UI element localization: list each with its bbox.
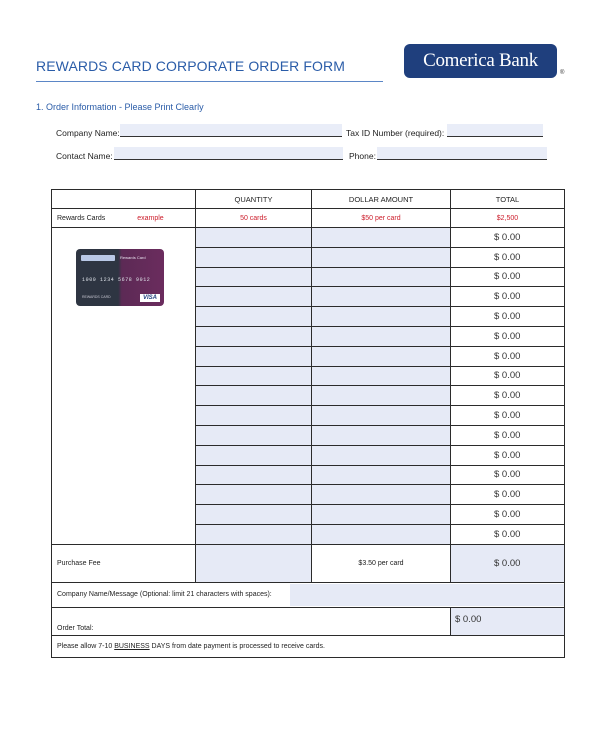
total-cell: $ 0.00 xyxy=(451,386,565,406)
card-small-text: REWARDS CARD xyxy=(82,295,111,299)
rewards-cards-cell xyxy=(52,209,196,228)
dollar-amount-cell[interactable] xyxy=(312,485,451,505)
quantity-cell[interactable] xyxy=(196,346,312,366)
purchase-fee-total[interactable]: $ 0.00 xyxy=(451,544,565,582)
quantity-cell[interactable] xyxy=(196,267,312,287)
footnote-cell xyxy=(52,635,565,657)
quantity-cell[interactable] xyxy=(196,307,312,327)
quantity-cell[interactable] xyxy=(196,406,312,426)
form-title: REWARDS CARD CORPORATE ORDER FORM xyxy=(36,58,345,74)
total-cell: $ 0.00 xyxy=(451,505,565,525)
company-name-field[interactable] xyxy=(120,124,342,137)
total-cell: $ 0.00 xyxy=(451,406,565,426)
phone-field[interactable] xyxy=(377,147,547,160)
dollar-amount-cell[interactable] xyxy=(312,524,451,544)
dollar-amount-header: DOLLAR AMOUNT xyxy=(312,190,451,209)
contact-name-field[interactable] xyxy=(114,147,343,160)
dollar-amount-cell[interactable] xyxy=(312,346,451,366)
rewards-card-image xyxy=(76,249,164,306)
total-cell: $ 0.00 xyxy=(451,346,565,366)
footnote-business: BUSINESS xyxy=(114,642,150,650)
quantity-cell[interactable] xyxy=(196,228,312,248)
purchase-fee-quantity[interactable] xyxy=(196,544,312,582)
company-name-label: Company Name: xyxy=(56,128,120,138)
example-row xyxy=(52,209,565,228)
total-cell: $ 0.00 xyxy=(451,485,565,505)
purchase-fee-row xyxy=(52,544,565,582)
table-row xyxy=(52,228,565,248)
purchase-fee-amount: $3.50 per card xyxy=(312,544,451,582)
total-cell: $ 0.00 xyxy=(451,267,565,287)
dollar-amount-cell[interactable] xyxy=(312,465,451,485)
dollar-amount-cell[interactable] xyxy=(312,326,451,346)
dollar-amount-cell[interactable] xyxy=(312,366,451,386)
quantity-cell[interactable] xyxy=(196,366,312,386)
footnote-text: Please allow 7-10 xyxy=(57,642,115,650)
message-label: Company Name/Message (Optional: limit 21 characters with spaces): xyxy=(57,591,272,599)
total-cell: $ 0.00 xyxy=(451,366,565,386)
example-total: $2,500 xyxy=(451,209,565,228)
card-bank-logo xyxy=(81,255,115,261)
quantity-cell[interactable] xyxy=(196,247,312,267)
tax-id-label: Tax ID Number (required): xyxy=(346,128,445,138)
registered-mark: ® xyxy=(560,70,565,76)
dollar-amount-cell[interactable] xyxy=(312,247,451,267)
order-total-value[interactable]: $ 0.00 xyxy=(451,607,565,635)
purchase-fee-label: Purchase Fee xyxy=(52,544,196,582)
quantity-cell[interactable] xyxy=(196,287,312,307)
message-cell xyxy=(52,582,565,607)
footnote-row xyxy=(52,635,565,657)
example-quantity: 50 cards xyxy=(196,209,312,228)
quantity-cell[interactable] xyxy=(196,524,312,544)
card-number: 1000 1234 5678 9012 xyxy=(82,277,151,283)
example-label: example xyxy=(137,214,164,222)
dollar-amount-cell[interactable] xyxy=(312,406,451,426)
quantity-cell[interactable] xyxy=(196,485,312,505)
quantity-header: QUANTITY xyxy=(196,190,312,209)
dollar-amount-cell[interactable] xyxy=(312,228,451,248)
example-amount: $50 per card xyxy=(312,209,451,228)
order-total-row xyxy=(52,607,565,635)
total-cell: $ 0.00 xyxy=(451,445,565,465)
message-field[interactable] xyxy=(290,584,564,606)
section-heading: 1. Order Information - Please Print Clearly xyxy=(36,102,204,112)
total-cell: $ 0.00 xyxy=(451,425,565,445)
quantity-cell[interactable] xyxy=(196,326,312,346)
phone-label: Phone: xyxy=(349,151,376,161)
footnote-text-end: DAYS from date payment is processed to receive cards. xyxy=(149,642,325,650)
contact-name-label: Contact Name: xyxy=(56,151,113,161)
order-total-label: Order Total: xyxy=(52,607,451,635)
total-header: TOTAL xyxy=(451,190,565,209)
card-title: Rewards Card xyxy=(120,255,146,260)
quantity-cell[interactable] xyxy=(196,445,312,465)
quantity-cell[interactable] xyxy=(196,425,312,445)
title-underline xyxy=(36,81,383,82)
visa-logo-icon: VISA xyxy=(140,294,160,302)
total-cell: $ 0.00 xyxy=(451,307,565,327)
quantity-cell[interactable] xyxy=(196,386,312,406)
tax-id-field[interactable] xyxy=(447,124,543,137)
dollar-amount-cell[interactable] xyxy=(312,267,451,287)
total-cell: $ 0.00 xyxy=(451,228,565,248)
comerica-logo: Comerica Bank xyxy=(404,44,557,78)
dollar-amount-cell[interactable] xyxy=(312,425,451,445)
header-blank-cell xyxy=(52,190,196,209)
quantity-cell[interactable] xyxy=(196,465,312,485)
dollar-amount-cell[interactable] xyxy=(312,445,451,465)
total-cell: $ 0.00 xyxy=(451,524,565,544)
total-cell: $ 0.00 xyxy=(451,326,565,346)
quantity-cell[interactable] xyxy=(196,505,312,525)
total-cell: $ 0.00 xyxy=(451,465,565,485)
dollar-amount-cell[interactable] xyxy=(312,505,451,525)
total-cell: $ 0.00 xyxy=(451,247,565,267)
dollar-amount-cell[interactable] xyxy=(312,386,451,406)
rewards-cards-label: Rewards Cards xyxy=(57,214,106,222)
dollar-amount-cell[interactable] xyxy=(312,307,451,327)
table-header-row xyxy=(52,190,565,209)
total-cell: $ 0.00 xyxy=(451,287,565,307)
message-row xyxy=(52,582,565,607)
dollar-amount-cell[interactable] xyxy=(312,287,451,307)
